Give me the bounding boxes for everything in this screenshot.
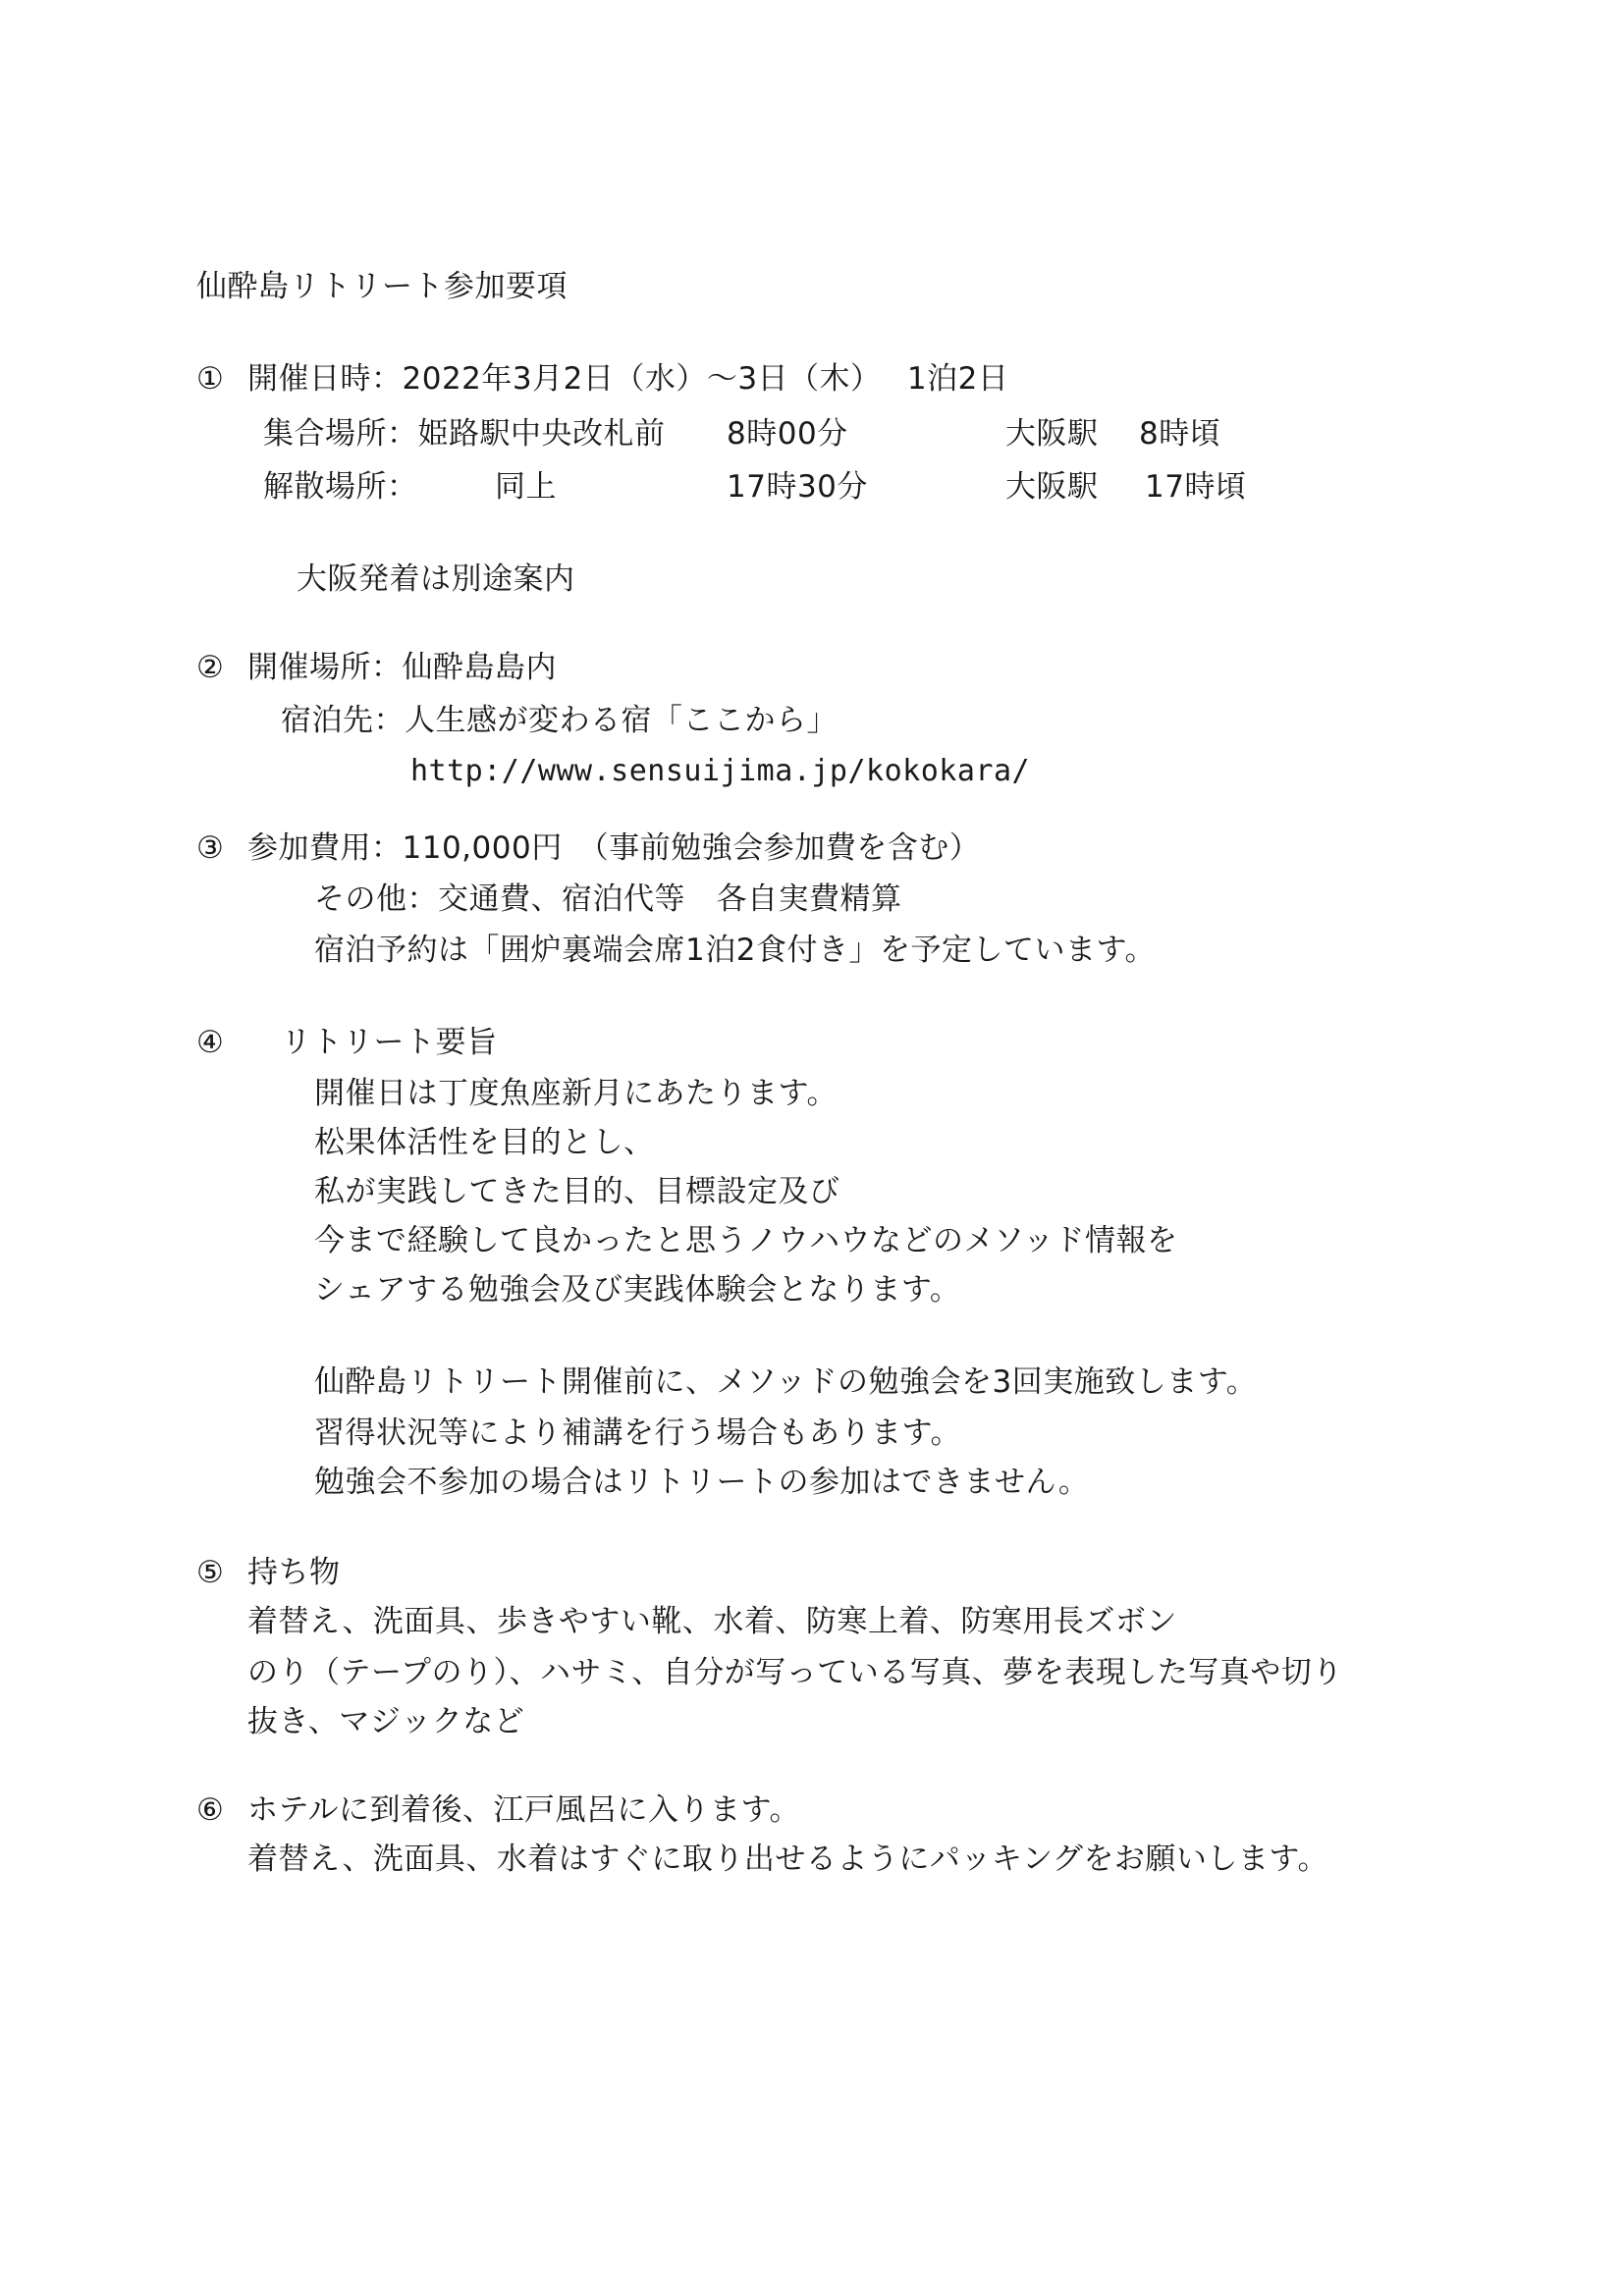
belongings-line: のり（テープのり）、ハサミ、自分が写っている写真、夢を表現した写真や切り — [247, 1655, 1343, 1690]
study-session-line: 仙酔島リトリート開催前に、メソッドの勉強会を3回実施致します。 — [314, 1364, 1258, 1400]
summary-line: 松果体活性を目的とし、 — [314, 1125, 655, 1160]
section-2-heading: 開催場所：仙酔島島内 — [247, 650, 557, 685]
section-4-heading: リトリート要旨 — [281, 1025, 498, 1060]
summary-line: 今まで経験して良かったと思うノウハウなどのメソッド情報を — [314, 1223, 1178, 1258]
disband-place-label: 解散場所： — [263, 469, 418, 505]
disband-time: 17時30分 — [727, 469, 868, 505]
reservation-line: 宿泊予約は「囲炉裏端会席1泊2食付き」を予定しています。 — [314, 933, 1156, 968]
other-costs-line: その他：交通費、宿泊代等 各自実費精算 — [314, 881, 902, 917]
belongings-line: 抜き、マジックなど — [247, 1704, 525, 1739]
disband-place-same: 同上 — [495, 469, 557, 505]
section-3-heading: 参加費用：110,000円 （事前勉強会参加費を含む） — [247, 830, 981, 866]
section-4-marker: ④ — [196, 1025, 225, 1060]
summary-line: シェアする勉強会及び実践体験会となります。 — [314, 1272, 961, 1308]
disband-osaka-station: 大阪駅 — [1005, 469, 1099, 505]
section-1-marker: ① — [196, 361, 225, 397]
study-session-line: 習得状況等により補講を行う場合もあります。 — [314, 1415, 962, 1451]
disband-osaka-time: 17時頃 — [1145, 469, 1247, 505]
meeting-osaka-time: 8時頃 — [1139, 416, 1221, 452]
osaka-note: 大阪発着は別途案内 — [297, 561, 575, 597]
section-6-marker: ⑥ — [196, 1792, 225, 1828]
section-5-marker: ⑤ — [196, 1555, 225, 1590]
document-title: 仙酔島リトリート参加要項 — [196, 269, 568, 304]
meeting-osaka-station: 大阪駅 — [1005, 416, 1099, 452]
section-3-marker: ③ — [196, 830, 225, 866]
section-5-heading: 持ち物 — [247, 1555, 341, 1590]
meeting-place-label: 集合場所：姫路駅中央改札前 — [263, 416, 666, 452]
packing-line: 着替え、洗面具、水着はすぐに取り出せるようにパッキングをお願いします。 — [247, 1842, 1328, 1877]
lodging-line: 宿泊先：人生感が変わる宿「ここから」 — [281, 703, 838, 738]
summary-line: 開催日は丁度魚座新月にあたります。 — [314, 1076, 839, 1111]
belongings-line: 着替え、洗面具、歩きやすい靴、水着、防寒上着、防寒用長ズボン — [247, 1604, 1177, 1639]
meeting-time: 8時00分 — [727, 416, 848, 452]
study-session-line: 勉強会不参加の場合はリトリートの参加はできません。 — [314, 1465, 1090, 1500]
section-2-marker: ② — [196, 650, 225, 685]
lodging-url[interactable]: http://www.sensuijima.jp/kokokara/ — [410, 754, 1031, 788]
section-1-heading: 開催日時：2022年3月2日（水）～3日（木） 1泊2日 — [247, 361, 1009, 397]
summary-line: 私が実践してきた目的、目標設定及び — [314, 1174, 840, 1209]
section-6-heading: ホテルに到着後、江戸風呂に入ります。 — [247, 1792, 800, 1828]
